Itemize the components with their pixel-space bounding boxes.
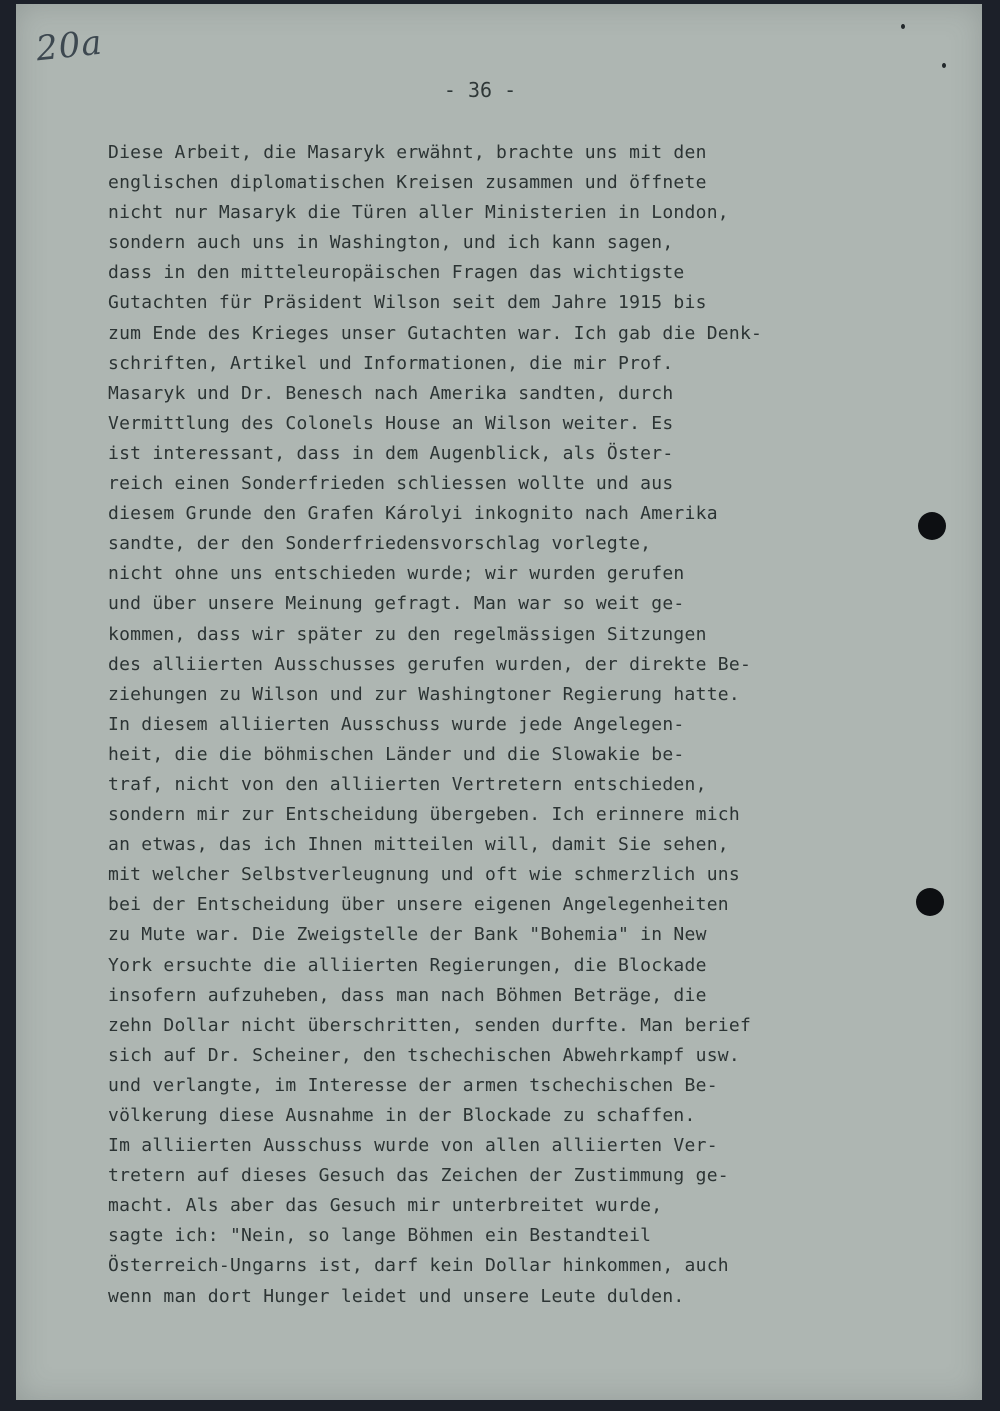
text-line: und verlangte, im Interesse der armen tschechischen Be- [108, 1074, 718, 1096]
text-line: heit, die die böhmischen Länder und die Slowakie be- [108, 743, 685, 765]
typewritten-body [108, 138, 868, 1312]
text-line: zum Ende des Krieges unser Gutachten war. Ich gab die Denk- [108, 322, 763, 344]
text-line: nicht nur Masaryk die Türen aller Ministerien in London, [108, 202, 729, 224]
handwritten-page-annotation: 20a [34, 22, 105, 70]
text-line: schriften, Artikel und Informationen, die mir Prof. [108, 352, 674, 374]
text-line: In diesem alliierten Ausschuss wurde jede Angelegen- [108, 713, 685, 735]
text-line: tretern auf dieses Gesuch das Zeichen der Zustimmung ge- [108, 1165, 729, 1187]
text-line: insofern aufzuheben, dass man nach Böhmen Beträge, die [108, 984, 707, 1006]
text-line: sich auf Dr. Scheiner, den tschechischen Abwehrkampf usw. [108, 1044, 740, 1066]
text-line: sondern mir zur Entscheidung übergeben. Ich erinnere mich [108, 804, 740, 826]
text-line: ziehungen zu Wilson und zur Washingtoner Regierung hatte. [108, 683, 740, 705]
text-line: reich einen Sonderfrieden schliessen wollte und aus [108, 473, 674, 495]
text-line: Gutachten für Präsident Wilson seit dem Jahre 1915 bis [108, 292, 707, 314]
text-line: sandte, der den Sonderfriedensvorschlag vorlegte, [108, 533, 652, 555]
page-number: - 36 - [443, 78, 517, 102]
text-line: Vermittlung des Colonels House an Wilson weiter. Es [108, 412, 674, 434]
text-line: Im alliierten Ausschuss wurde von allen alliierten Ver- [108, 1135, 718, 1157]
punch-hole-lower [916, 888, 944, 916]
text-line: dass in den mitteleuropäischen Fragen das wichtigste [108, 262, 685, 284]
text-line: sagte ich: "Nein, so lange Böhmen ein Bestandteil [108, 1225, 652, 1247]
text-line: zu Mute war. Die Zweigstelle der Bank "Bohemia" in New [108, 924, 707, 946]
text-line: diesem Grunde den Grafen Károlyi inkognito nach Amerika [108, 503, 718, 525]
text-line: macht. Als aber das Gesuch mir unterbreitet wurde, [108, 1195, 663, 1217]
text-line: wenn man dort Hunger leidet und unsere Leute dulden. [108, 1285, 685, 1307]
text-line: Diese Arbeit, die Masaryk erwähnt, brachte uns mit den [108, 142, 707, 163]
text-line: Österreich-Ungarns ist, darf kein Dollar hinkommen, auch [108, 1255, 729, 1277]
text-line: traf, nicht von den alliierten Vertretern entschieden, [108, 773, 707, 795]
text-line: sondern auch uns in Washington, und ich kann sagen, [108, 232, 674, 254]
text-line: bei der Entscheidung über unsere eigenen Angelegenheiten [108, 894, 729, 916]
text-line: englischen diplomatischen Kreisen zusammen und öffnete [108, 172, 707, 194]
text-line: ist interessant, dass in dem Augenblick, als Öster- [108, 442, 674, 464]
text-line: des alliierten Ausschusses gerufen wurden, der direkte Be- [108, 653, 752, 675]
text-line: völkerung diese Ausnahme in der Blockade zu schaffen. [108, 1105, 696, 1126]
text-line: an etwas, das ich Ihnen mitteilen will, damit Sie sehen, [108, 834, 729, 856]
text-line: Masaryk und Dr. Benesch nach Amerika sandten, durch [108, 382, 674, 404]
ink-speck [942, 63, 946, 68]
text-line: mit welcher Selbstverleugnung und oft wie schmerzlich uns [108, 864, 740, 886]
ink-speck [901, 24, 905, 29]
text-line: kommen, dass wir später zu den regelmässigen Sitzungen [108, 623, 707, 645]
text-line: York ersuchte die alliierten Regierungen, die Blockade [108, 954, 707, 976]
text-line: nicht ohne uns entschieden wurde; wir wurden gerufen [108, 563, 685, 585]
text-line: und über unsere Meinung gefragt. Man war so weit ge- [108, 593, 685, 615]
punch-hole-upper [918, 512, 946, 540]
text-line: zehn Dollar nicht überschritten, senden durfte. Man berief [108, 1014, 752, 1036]
